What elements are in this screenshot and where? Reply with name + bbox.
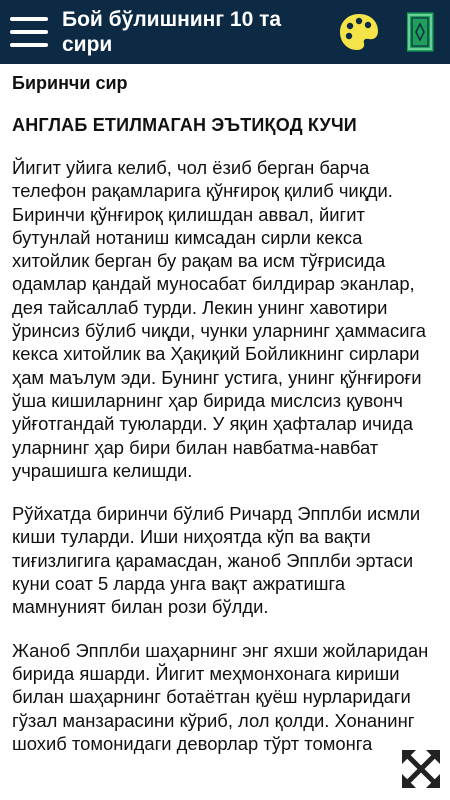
paragraph: Йигит уйига келиб, чол ёзиб берган барча телефон рақамларига қўнғироқ қилиб чиқди. Биринчи қўнғироқ қилишдан аввал, йигит бутунлай нотаниш кимсадан сирли кекса хитойлик берган бу рақам ва исм тўғрисида одамлар қандай муносабат билдирар эканлар, дея тайсаллаб турди. Лекин унинг хавотири ўринсиз бўлиб чиқди, чунки уларнинг ҳаммасига кекса хитойлик ва Ҳақиқий Бойликнинг сирлари ҳам маълум эди. Бунинг устига, унинг қўнғироғи ўша кишиларнинг ҳар бирида мислсиз қувонч уйғотгандай туюларди. У яқин ҳафталар ичида уларнинг ҳар бири билан навбатма-навбат учрашишга келишди. xyxy=(12,157,427,481)
paragraph: Рўйхатда биринчи бўлиб Ричард Эпплби исмли киши туларди. Иши ниҳоятда кўп ва вақти тиғизлигига қарамасдан, жаноб Эпплби эртаси куни соат 5 ларда унга вақт ажратишга мамнуният билан рози бўлди. xyxy=(12,503,421,618)
menu-button[interactable] xyxy=(0,0,58,64)
book-icon xyxy=(400,10,440,54)
app-bar xyxy=(0,0,450,64)
fullscreen-expand-icon xyxy=(400,748,442,790)
palette-icon xyxy=(338,12,380,52)
paragraph: Жаноб Эпплби шаҳарнинг энг яхши жойларидан бирида яшарди. Йигит меҳмонхонага кириши билан шаҳарнинг ботаётган қуёш нурларидаги гўзал манзарасини кўриб, лол қолди. Хонанинг шохиб томонидаги деворлар тўрт томонга xyxy=(12,639,429,754)
section-label: Биринчи сир xyxy=(12,73,128,93)
hamburger-menu-icon xyxy=(10,17,48,47)
article-content[interactable] xyxy=(0,64,450,800)
palette-button[interactable] xyxy=(338,12,380,52)
fullscreen-button[interactable] xyxy=(400,748,442,790)
book-button[interactable] xyxy=(400,10,440,54)
app-title: Бой бўлишнинг 10 та сири xyxy=(62,8,282,56)
chapter-heading: АНГЛАБ ЕТИЛМАГАН ЭЪТИҚОД КУЧИ xyxy=(12,115,357,135)
